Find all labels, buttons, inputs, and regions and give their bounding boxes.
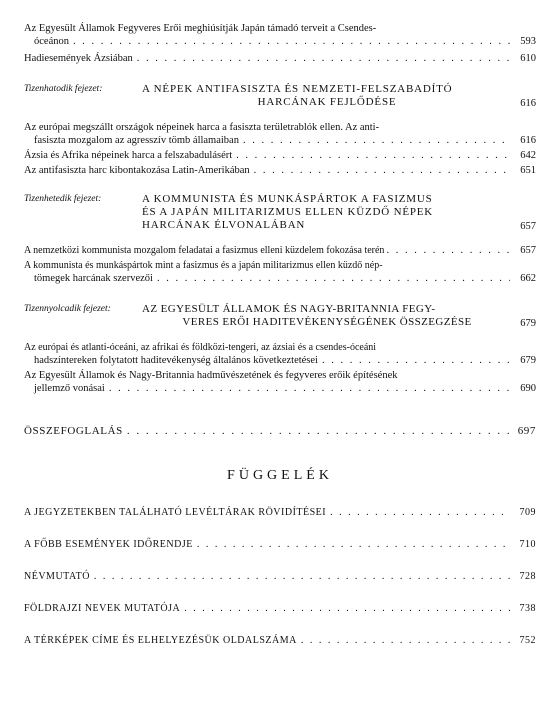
toc-entry [24,538,536,551]
entry-text-line1: Az Egyesült Államok és Nagy-Britannia hadművészetének és fegyveres erőik építésének [24,370,398,381]
page-number: 593 [520,36,536,47]
page-number: 752 [519,635,536,646]
entry-text: Hadiesemények Ázsiában [24,53,133,64]
leader-dots [197,538,510,551]
leader-dots [236,149,510,162]
entry-text: A TÉRKÉPEK CÍME ÉS ELHELYEZÉSÜK OLDALSZÁMA [24,635,297,646]
toc-entry [24,121,536,147]
entry-text-line1: Az európai és atlanti-óceáni, az afrikai és földközi-tengeri, az ázsiai és a csendes-óceáni [24,342,377,353]
entry-text: A JEGYZETEKBEN TALÁLHATÓ LEVÉLTÁRAK RÖVIDÍTÉSEI [24,507,327,518]
page-number: 662 [520,273,536,284]
chapter-title-line1: AZ EGYESÜLT ÁLLAMOK ÉS NAGY-BRITANNIA FEGY- [142,303,436,315]
page-number: 679 [520,318,536,329]
chapter-label: Tizenhetedik fejezet: [24,194,102,204]
table-of-contents [24,22,536,647]
toc-entry [24,570,536,583]
page-number: 610 [520,53,536,64]
summary-label: ÖSSZEFOGLALÁS [24,425,123,437]
leader-dots [109,382,510,395]
entry-text-line2: tömegek harcának szervezői [34,273,153,284]
toc-entry [24,602,536,615]
chapter-title-line2: HARCÁNAK FEJLŐDÉSE [257,96,397,108]
leader-dots [184,602,510,615]
leader-dots [157,272,510,285]
entry-text: Ázsia és Afrika népeinek harca a felszabadulásért [24,150,233,161]
leader-dots [330,506,510,519]
leader-dots [127,425,510,438]
leader-dots [254,164,510,177]
leader-dots [301,634,510,647]
appendix-title: FÜGGELÉK [227,468,333,483]
page-number: 738 [519,603,536,614]
page-number: 697 [517,425,536,437]
toc-entry [24,259,536,285]
chapter-heading [24,83,536,109]
leader-dots [386,244,512,257]
leader-dots [243,134,510,147]
chapter-title-line3: HARCÁNAK ÉLVONALÁBAN [142,219,306,231]
chapter-heading [24,193,536,232]
toc-entry [24,52,536,65]
entry-text: A nemzetközi kommunista mozgalom feladatai a fasizmus elleni küzdelem fokozása terén [24,245,385,256]
leader-dots [322,354,510,367]
toc-entry [24,506,536,519]
page-number: 679 [520,355,536,366]
chapter-title [142,83,512,109]
chapter-title [142,303,512,329]
chapter-title-line2: VERES ERŐI HADITEVÉKENYSÉGÉNEK ÖSSZEGZÉSE [182,316,472,328]
chapter-title-line1: A KOMMUNISTA ÉS MUNKÁSPÁRTOK A FASIZMUS [142,193,433,205]
entry-text: Az antifasiszta harc kibontakozása Latin-Amerikában [24,165,250,176]
page-number: 657 [520,245,536,256]
page-number: 616 [520,135,536,146]
toc-entry [24,164,536,177]
page-number: 709 [519,507,536,518]
toc-entry [24,149,536,162]
chapter-title [142,193,512,232]
entry-text: FÖLDRAJZI NEVEK MUTATÓJA [24,603,181,614]
entry-text-line2: hadszíntereken folytatott haditevékenység általános következtetései [34,355,318,366]
chapter-label: Tizenhatodik fejezet: [24,84,103,94]
toc-entry-summary [24,425,536,438]
toc-entry [24,634,536,647]
toc-entry [24,22,536,48]
entry-text-line2: fasiszta mozgalom az agresszív tömb államaiban [34,135,239,146]
chapter-title-line2: ÉS A JAPÁN MILITARIZMUS ELLEN KÜZDŐ NÉPEK [142,206,434,218]
entry-text-line2: óceánon [34,36,69,47]
chapter-label: Tizennyolcadik fejezet: [24,304,111,314]
leader-dots [137,52,510,65]
page-number: 710 [519,539,536,550]
entry-text-line1: Az Egyesült Államok Fegyveres Erői meghiúsítják Japán támadó terveit a Csendes- [24,23,377,34]
page-number: 642 [520,150,536,161]
toc-entry [24,369,536,395]
entry-text: NÉVMUTATÓ [24,571,90,582]
entry-text: A FŐBB ESEMÉNYEK IDŐRENDJE [24,539,193,550]
page-number: 651 [520,165,536,176]
page-number: 616 [520,98,536,109]
page-number: 728 [519,571,536,582]
page-number: 690 [520,383,536,394]
page-number: 657 [520,221,536,232]
entry-text-line2: jellemző vonásai [34,383,105,394]
toc-entry [24,244,536,257]
chapter-heading [24,303,536,329]
entry-text-line1: A kommunista és munkáspártok mint a fasizmus és a japán militarizmus ellen küzdő nép- [24,260,383,271]
toc-entry [24,341,536,367]
leader-dots [94,570,510,583]
leader-dots [73,35,510,48]
chapter-title-line1: A NÉPEK ANTIFASISZTA ÉS NEMZETI-FELSZABADÍTÓ [142,83,453,95]
entry-text-line1: Az európai megszállt országok népeinek harca a fasiszta területrablók ellen. Az anti- [24,122,380,133]
